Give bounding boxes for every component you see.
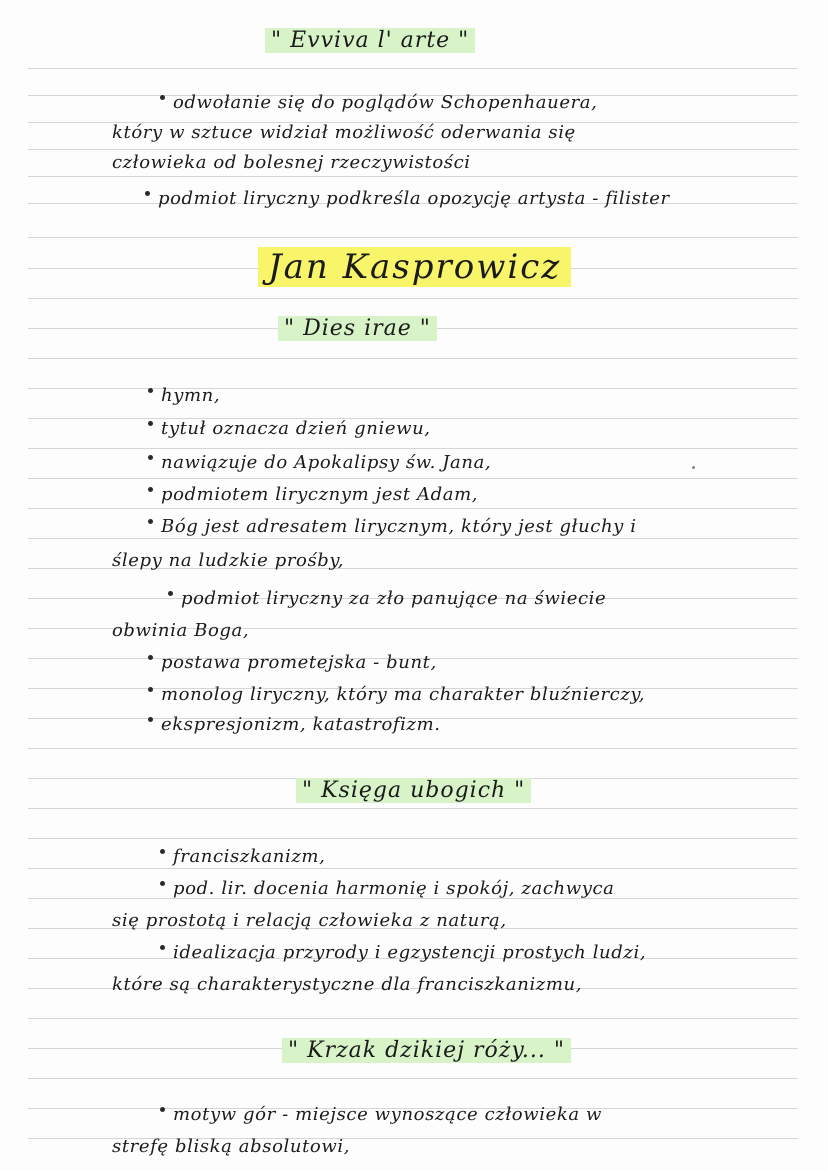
bullet-dot [160,95,165,100]
note-text: motyw gór - miejsce wynoszące człowieka w [173,1104,603,1125]
note-line [148,652,437,674]
note-line [112,550,344,572]
note-line [148,452,491,474]
poem-heading-ksiega-ubogich [296,780,531,802]
note-line [148,714,441,736]
ruled-line [28,237,798,238]
note-text: tytuł oznacza dzień gniewu, [161,418,431,439]
note-line [148,385,220,407]
heading-text: " Evviva l' arte " [265,28,475,53]
note-text: nawiązuje do Apokalipsy św. Jana, [161,452,492,473]
poem-heading-krzak [282,1040,571,1062]
note-text: monolog liryczny, który ma charakter bluźnierczy, [161,684,646,705]
bullet-dot [160,849,165,854]
note-line [160,1104,602,1126]
note-text: który w sztuce widział możliwość oderwania się [112,122,576,143]
heading-text: " Dies irae " [278,316,437,341]
note-line [160,942,646,964]
note-line [168,588,606,610]
note-line [112,910,507,932]
poem-heading-dies-irae [278,318,437,340]
note-text: postawa prometejska - bunt, [161,652,437,673]
note-line [160,846,325,868]
ruled-line [28,1078,798,1079]
stray-ink-dot [692,466,695,469]
bullet-dot [148,717,153,722]
note-line [145,188,670,210]
note-text: hymn, [161,385,221,406]
bullet-dot [145,191,150,196]
ruled-line [28,388,798,389]
note-text: podmiotem lirycznym jest Adam, [161,484,479,505]
bullet-dot [148,421,153,426]
bullet-dot [168,591,173,596]
note-text: odwołanie się do poglądów Schopenhauera, [173,92,598,113]
note-text: pod. lir. docenia harmonię i spokój, zachwyca [173,878,615,899]
note-line [160,878,614,900]
author-heading [258,248,571,286]
bullet-dot [148,655,153,660]
note-line [160,92,597,114]
bullet-dot [160,1107,165,1112]
note-line [112,122,576,144]
ruled-line [28,358,798,359]
heading-text: " Krzak dzikiej róży... " [282,1038,571,1063]
bullet-dot [160,945,165,950]
note-text: obwinia Boga, [112,620,250,641]
bullet-dot [148,455,153,460]
ruled-line [28,478,798,479]
ruled-line [28,1018,798,1019]
note-text: ekspresjonizm, katastrofizm. [161,714,441,735]
note-text: człowieka od bolesnej rzeczywistości [112,152,471,173]
ruled-line [28,176,798,177]
ruled-line [28,838,798,839]
note-text: Bóg jest adresatem lirycznym, który jest głuchy i [161,516,637,537]
note-text: się prostotą i relacją człowieka z naturą, [112,910,507,931]
ruled-line [28,68,798,69]
bullet-dot [148,519,153,524]
bullet-dot [160,881,165,886]
ruled-line [28,538,798,539]
note-text: które są charakterystyczne dla franciszkanizmu, [112,974,583,995]
note-line [112,1136,350,1158]
ruled-line [28,748,798,749]
note-line [148,418,431,440]
bullet-dot [148,487,153,492]
note-line [112,620,249,642]
note-line [148,684,645,706]
note-text: podmiot liryczny za zło panujące na świecie [181,588,607,609]
poem-heading-evviva [265,30,475,52]
bullet-dot [148,687,153,692]
note-line [112,974,582,996]
note-text: podmiot liryczny podkreśla opozycję artysta - filister [158,188,670,209]
heading-text: " Księga ubogich " [296,778,531,803]
ruled-line [28,868,798,869]
ruled-line [28,448,798,449]
note-text: ślepy na ludzkie prośby, [112,550,345,571]
note-text: idealizacja przyrody i egzystencji prostych ludzi, [173,942,647,963]
note-text: franciszkanizm, [173,846,326,867]
note-line [112,152,471,174]
ruled-line [28,508,798,509]
bullet-dot [148,388,153,393]
note-text: strefę bliską absolutowi, [112,1136,351,1157]
note-line [148,516,637,538]
note-line [148,484,478,506]
ruled-line [28,298,798,299]
ruled-line [28,808,798,809]
author-name: Jan Kasprowicz [258,247,571,287]
ruled-line [28,149,798,150]
